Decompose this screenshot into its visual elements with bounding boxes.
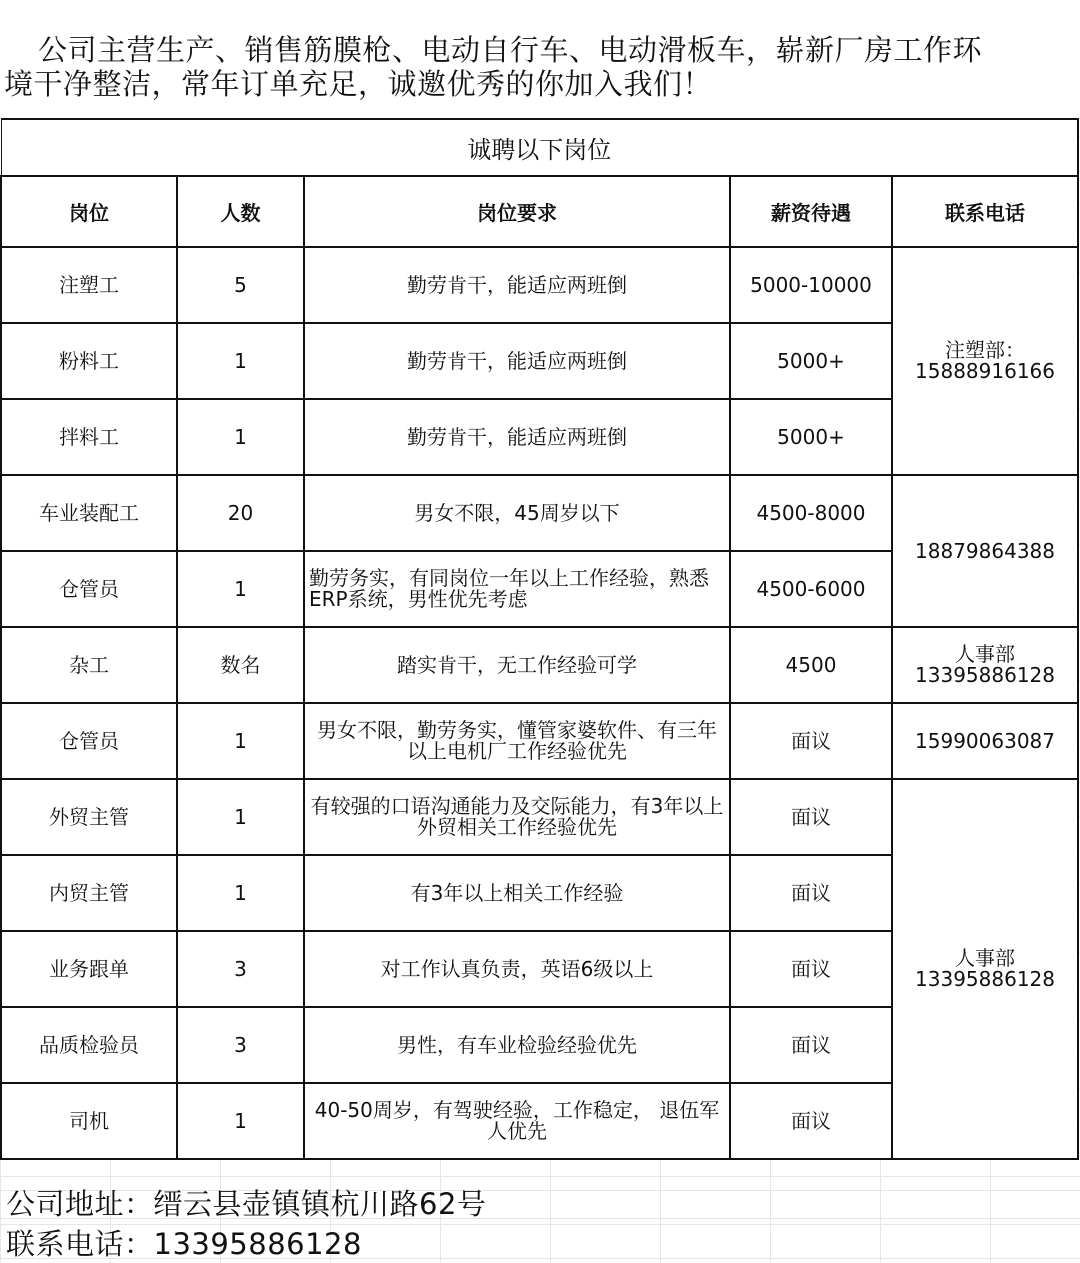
cell-count: 1 <box>177 703 304 779</box>
cell-requirement: 有3年以上相关工作经验 <box>304 855 730 931</box>
contact-dept: 人事部 <box>955 642 1016 666</box>
cell-position: 杂工 <box>1 627 177 703</box>
cell-requirement: 男女不限，勤劳务实，懂管家婆软件、有三年以上电机厂工作经验优先 <box>304 703 730 779</box>
cell-position: 外贸主管 <box>1 779 177 855</box>
cell-count: 1 <box>177 779 304 855</box>
contact-dept: 人事部 <box>955 946 1016 970</box>
cell-position: 注塑工 <box>1 247 177 323</box>
cell-count: 1 <box>177 399 304 475</box>
intro-line-1: 公司主营生产、销售筋膜枪、电动自行车、电动滑板车，崭新厂房工作环 <box>38 33 983 67</box>
cell-contact <box>892 627 1078 703</box>
cell-salary: 面议 <box>730 1007 892 1083</box>
cell-count: 1 <box>177 1083 304 1159</box>
contact-phone: 13395886128 <box>915 663 1056 687</box>
contact-dept: 注塑部： <box>945 338 1026 362</box>
table-caption: 诚聘以下岗位 <box>1 119 1078 176</box>
cell-count: 1 <box>177 855 304 931</box>
cell-count: 1 <box>177 323 304 399</box>
table-row <box>1 247 1078 323</box>
cell-requirement: 勤劳务实，有同岗位一年以上工作经验，熟悉ERP系统，男性优先考虑 <box>304 551 730 627</box>
intro-text <box>0 0 1080 118</box>
table-row <box>1 475 1078 551</box>
cell-position: 拌料工 <box>1 399 177 475</box>
cell-salary: 面议 <box>730 1083 892 1159</box>
cell-requirement: 男女不限，45周岁以下 <box>304 475 730 551</box>
contact-phone: 15990063087 <box>915 728 1056 753</box>
cell-count: 3 <box>177 1007 304 1083</box>
cell-salary: 4500 <box>730 627 892 703</box>
footer <box>0 1176 1080 1260</box>
contact-phone: 15888916166 <box>915 359 1056 383</box>
cell-count: 1 <box>177 551 304 627</box>
cell-requirement: 勤劳肯干，能适应两班倒 <box>304 323 730 399</box>
cell-position: 仓管员 <box>1 703 177 779</box>
company-phone: 联系电话：13395886128 <box>6 1227 362 1261</box>
cell-requirement: 男性，有车业检验经验优先 <box>304 1007 730 1083</box>
cell-position: 业务跟单 <box>1 931 177 1007</box>
cell-count: 数名 <box>177 627 304 703</box>
cell-requirement: 40-50周岁，有驾驶经验，工作稳定， 退伍军人优先 <box>304 1083 730 1159</box>
cell-salary: 面议 <box>730 703 892 779</box>
header-requirement: 岗位要求 <box>304 176 730 247</box>
cell-salary: 面议 <box>730 931 892 1007</box>
cell-count: 3 <box>177 931 304 1007</box>
contact-phone: 18879864388 <box>915 538 1056 563</box>
table-row <box>1 627 1078 703</box>
cell-requirement: 对工作认真负责，英语6级以上 <box>304 931 730 1007</box>
cell-salary: 4500-6000 <box>730 551 892 627</box>
intro-line-2: 境干净整洁，常年订单充足，诚邀优秀的你加入我们！ <box>4 67 713 101</box>
cell-count: 20 <box>177 475 304 551</box>
cell-position: 仓管员 <box>1 551 177 627</box>
table-row <box>1 779 1078 855</box>
table-row <box>1 703 1078 779</box>
cell-salary: 面议 <box>730 855 892 931</box>
header-contact: 联系电话 <box>892 176 1078 247</box>
table-header-row <box>1 176 1078 247</box>
header-salary: 薪资待遇 <box>730 176 892 247</box>
company-address: 公司地址：缙云县壶镇镇杭川路62号 <box>6 1187 487 1221</box>
cell-position: 车业装配工 <box>1 475 177 551</box>
cell-requirement: 勤劳肯干，能适应两班倒 <box>304 247 730 323</box>
cell-position: 品质检验员 <box>1 1007 177 1083</box>
cell-contact <box>892 475 1078 627</box>
cell-salary: 5000-10000 <box>730 247 892 323</box>
header-position: 岗位 <box>1 176 177 247</box>
cell-contact <box>892 703 1078 779</box>
contact-phone: 13395886128 <box>915 967 1056 991</box>
cell-salary: 5000+ <box>730 323 892 399</box>
cell-position: 司机 <box>1 1083 177 1159</box>
cell-requirement: 勤劳肯干，能适应两班倒 <box>304 399 730 475</box>
job-table <box>0 118 1079 1160</box>
cell-position: 粉料工 <box>1 323 177 399</box>
cell-salary: 4500-8000 <box>730 475 892 551</box>
cell-requirement: 有较强的口语沟通能力及交际能力，有3年以上外贸相关工作经验优先 <box>304 779 730 855</box>
cell-salary: 面议 <box>730 779 892 855</box>
header-count: 人数 <box>177 176 304 247</box>
cell-count: 5 <box>177 247 304 323</box>
cell-position: 内贸主管 <box>1 855 177 931</box>
cell-requirement: 踏实肯干，无工作经验可学 <box>304 627 730 703</box>
cell-contact <box>892 247 1078 475</box>
cell-salary: 5000+ <box>730 399 892 475</box>
cell-contact <box>892 779 1078 1159</box>
